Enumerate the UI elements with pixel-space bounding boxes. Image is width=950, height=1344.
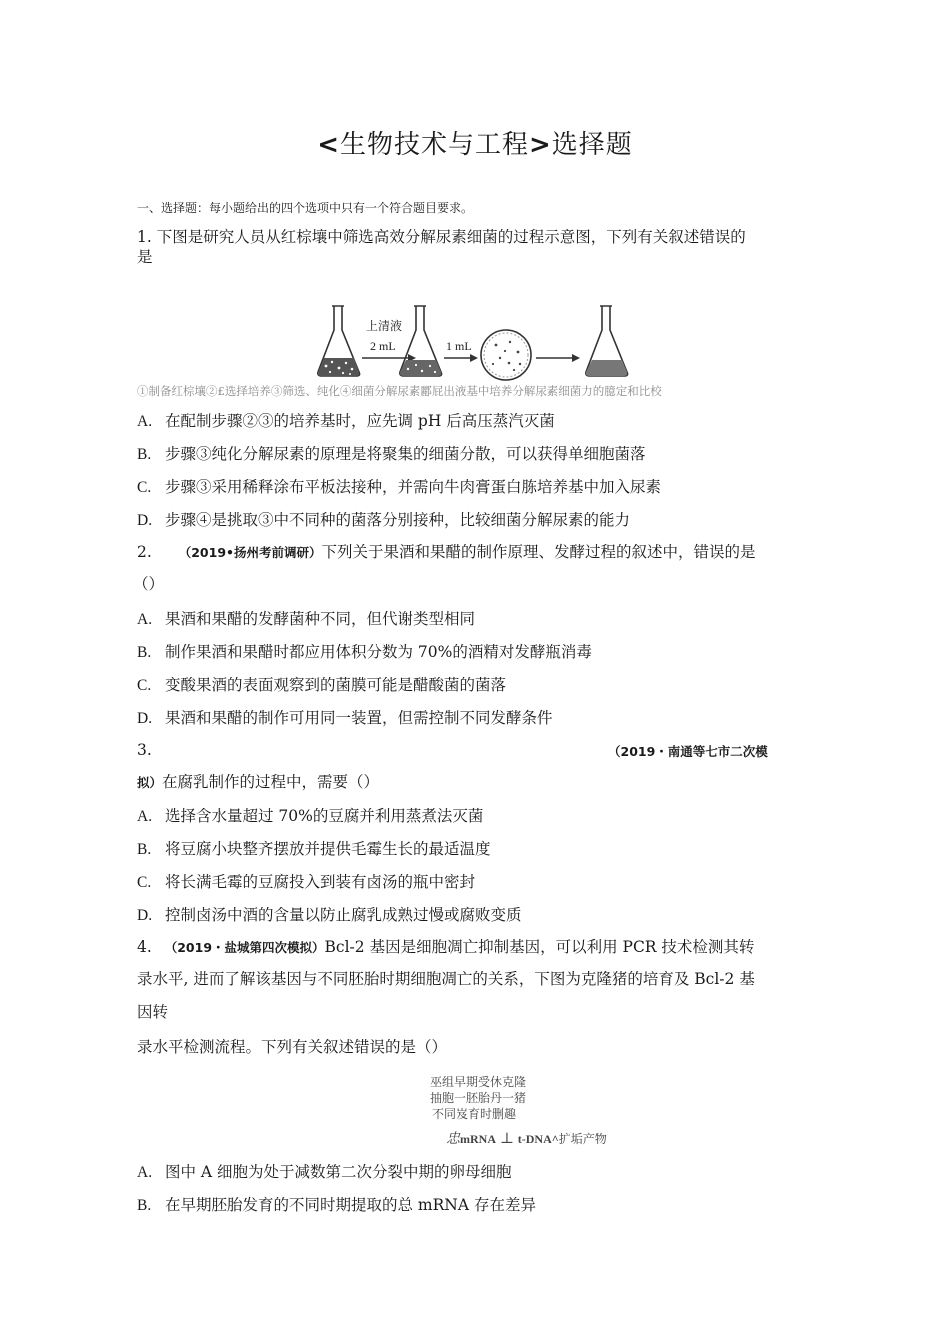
option-label: A. [137, 1164, 153, 1181]
option-label: B. [137, 841, 152, 858]
question-3-option-d [137, 903, 522, 925]
section-instruction: 一、选择题：每小题给出的四个选项中只有一个符合题目要求。 [137, 201, 474, 215]
question-4-line3: 因转 [137, 1003, 169, 1021]
question-1-line1 [137, 226, 746, 248]
question-1-option-c [137, 475, 661, 497]
figure-row4-product: 扩垢产物 [558, 1132, 607, 1146]
title-suffix: 选择题 [551, 130, 633, 160]
petri-dish-colonies [492, 341, 521, 371]
question-2-source: （2019•扬州考前调研） [178, 545, 322, 560]
question-3-option-c [137, 870, 475, 892]
option-label: D. [137, 512, 153, 529]
figure-label-volume-1: 2 mL [370, 339, 396, 353]
question-4-source: （2019・盐城第四次模拟） [164, 940, 325, 955]
option-text: 步骤④是挑取③中不同种的菌落分别接种，比较细菌分解尿素的能力 [165, 511, 631, 529]
question-4-option-a [137, 1160, 512, 1182]
option-text: 步骤③采用稀释涂布平板法接种，并需向牛肉膏蛋白胨培养基中加入尿素 [165, 478, 662, 496]
option-label: A. [137, 611, 153, 628]
question-3-option-a [137, 804, 483, 826]
question-4-figure-row3: 不同岌育时删趣 [432, 1107, 517, 1121]
option-text: 步骤③纯化分解尿素的原理是将聚集的细菌分散，可以获得单细胞菌落 [165, 445, 646, 463]
question-3-source-line2: 拟） [137, 775, 163, 790]
figure-label-volume-2: 1 mL [446, 339, 472, 353]
question-4-figure-row4 [446, 1130, 607, 1147]
arrow-2-head [470, 354, 478, 362]
option-label: A. [137, 808, 153, 825]
question-3-stem: 在腐乳制作的过程中，需要（） [162, 773, 380, 791]
question-4-line4: 录水平检测流程。下列有关叙述错误的是（） [137, 1038, 448, 1056]
question-2-line2: （） [133, 575, 165, 593]
question-1-option-a [137, 409, 555, 431]
title-close-bracket: > [529, 130, 552, 160]
option-label: D. [137, 907, 153, 924]
option-label: B. [137, 644, 152, 661]
option-label: C. [137, 874, 152, 891]
question-1-option-d [137, 508, 630, 530]
option-text: 果酒和果醋的制作可用同一装置，但需控制不同发酵条件 [165, 709, 553, 727]
question-1-option-b [137, 442, 646, 464]
figure-label-supernatant: 上清液 [366, 319, 403, 333]
question-4-number: 4. [137, 938, 152, 956]
question-1-line2: 是 [137, 248, 153, 266]
question-3-source-line1: （2019・南通等七市二次模 [608, 744, 768, 759]
question-3-number: 3. [137, 741, 152, 759]
question-4-figure-row1: 巫组早期受休克隆 [430, 1075, 527, 1089]
question-2-option-d [137, 706, 553, 728]
question-2-option-c [137, 673, 506, 695]
question-1-figure [310, 300, 640, 382]
page-title [0, 124, 950, 161]
option-text: 选择含水量超过 70%的豆腐并利用蒸煮法灭菌 [165, 807, 484, 825]
option-text: 将豆腐小块整齐摆放并提供毛霉生长的最适温度 [165, 840, 491, 858]
figure-row4-glyph: 忠 [446, 1131, 460, 1147]
question-1-stem: 下图是研究人员从红棕壤中筛选高效分解尿素细菌的过程示意图，下列有关叙述错误的 [156, 228, 746, 246]
question-4-line1 [137, 936, 754, 959]
arrow-3-head [572, 354, 580, 362]
option-label: A. [137, 413, 153, 430]
question-2-number: 2. [137, 543, 152, 561]
option-label: C. [137, 479, 152, 496]
option-label: B. [137, 446, 152, 463]
question-4-line2: 录水平, 进而了解该基因与不同胚胎时期细胞凋亡的关系，下图为克隆猪的培育及 Bcl-2 基 [137, 970, 755, 988]
question-1-figure-caption: ①制备红棕壤②£选择培养③筛选、纯化④细菌分解尿素酈屁出液基中培养分解尿素细菌力的臆定和比校 [137, 384, 662, 398]
question-4-option-b [137, 1193, 536, 1215]
question-3-line2 [137, 771, 379, 794]
petri-dish [481, 330, 531, 380]
question-4-stem: Bcl-2 基因是细胞凋亡抑制基因，可以利用 PCR 技术检测其转 [324, 938, 755, 956]
question-2-line1 [137, 541, 756, 564]
title-open-bracket: < [317, 130, 340, 160]
option-text: 果酒和果醋的发酵菌种不同，但代谢类型相同 [165, 610, 476, 628]
option-text: 控制卤汤中酒的含量以防止腐乳成熟过慢或腐败变质 [165, 906, 522, 924]
option-text: 在早期胚胎发育的不同时期提取的总 mRNA 存在差异 [165, 1196, 536, 1214]
question-2-stem: 下列关于果酒和果醋的制作原理、发酵过程的叙述中，错误的是 [321, 543, 756, 561]
petri-dish-rim [484, 333, 528, 377]
question-3-option-b [137, 837, 491, 859]
question-4-figure-row2: 抽胞一胚胎丹一猪 [430, 1091, 527, 1105]
figure-row4-tdna: t-DNA^ [517, 1132, 559, 1146]
figure-row4-symbol: ⊥ [499, 1129, 514, 1147]
option-text: 变酸果酒的表面观察到的菌膜可能是醋酸菌的菌落 [165, 676, 507, 694]
option-text: 将长满毛霉的豆腐投入到装有卤汤的瓶中密封 [165, 873, 476, 891]
flask-2-medium [400, 360, 441, 376]
question-2-option-a [137, 607, 475, 629]
option-text: 图中 A 细胞为处于减数第二次分裂中期的卵母细胞 [165, 1163, 512, 1181]
option-label: B. [137, 1197, 152, 1214]
option-text: 制作果酒和果醋时都应用体积分数为 70%的酒精对发酵瓶消毒 [165, 643, 592, 661]
question-2-option-b [137, 640, 592, 662]
figure-row4-mrna: mRNA [460, 1132, 496, 1146]
flask-3-medium [586, 360, 627, 376]
question-1-number: 1. [137, 228, 152, 246]
option-label: C. [137, 677, 152, 694]
option-label: D. [137, 710, 153, 727]
title-text: 生物技术与工程 [339, 130, 529, 160]
option-text: 在配制步骤②③的培养基时，应先调 pH 后高压蒸汽灭菌 [165, 412, 555, 430]
